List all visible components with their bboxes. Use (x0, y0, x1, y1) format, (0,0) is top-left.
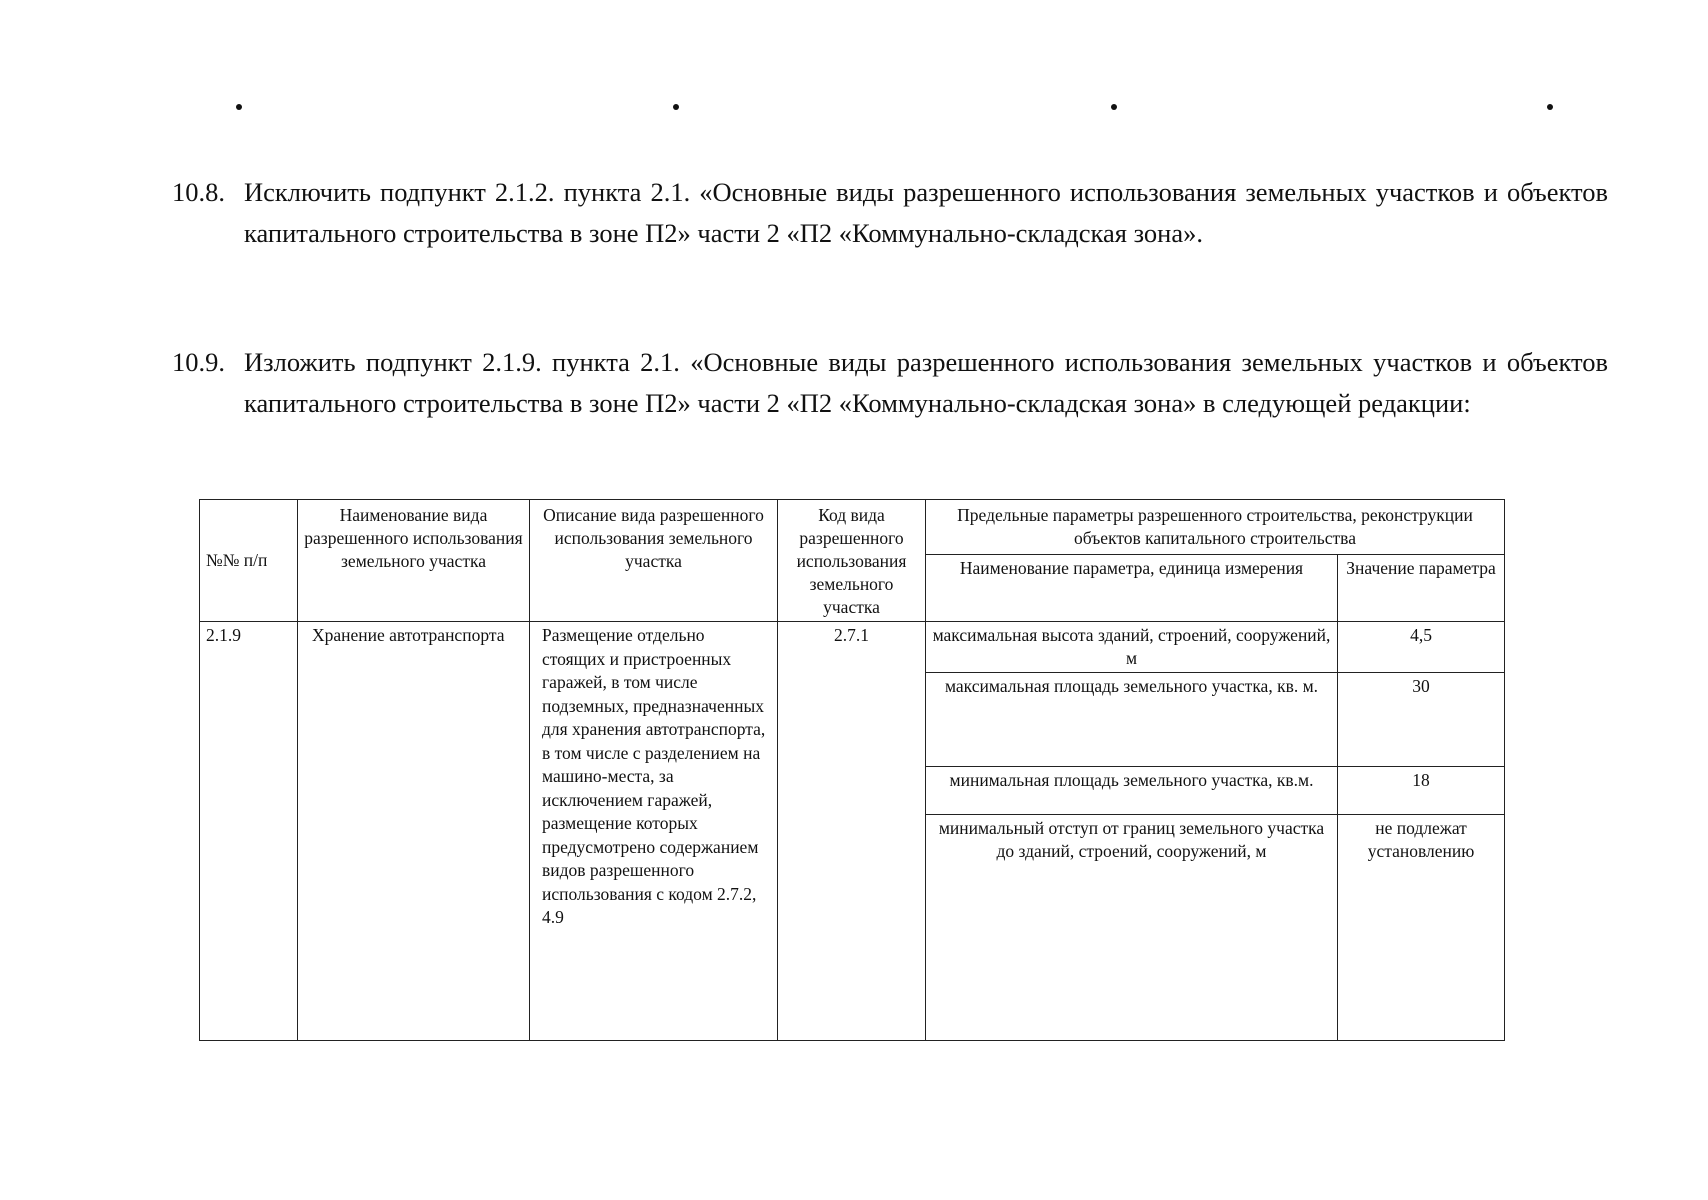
param-value: 4,5 (1338, 622, 1505, 673)
margin-marker (1111, 104, 1117, 110)
clause-text: Исключить подпункт 2.1.2. пункта 2.1. «Основные виды разрешенного использования земельных участков и объектов капитального строительства в зоне П2» части 2 «П2 «Коммунально-складская зона». (244, 177, 1608, 248)
margin-marker (236, 104, 242, 110)
clause-number: 10.9. (172, 347, 225, 377)
header-description: Описание вида разрешенного использования земельного участка (530, 500, 778, 622)
param-name: минимальный отступ от границ земельного участка до зданий, строений, сооружений, м (926, 815, 1338, 1041)
param-name: максимальная площадь земельного участка, кв. м. (926, 673, 1338, 767)
margin-marker (1547, 104, 1553, 110)
row-description: Размещение отдельно стоящих и пристроенных гаражей, в том числе подземных, предназначенных для хранения автотранспорта, в том числе с разделением на машино-места, за исключением гаражей, размещение которых предусмотрено содержанием видов разрешенного использования с кодом 2.7.2, 4.9 (530, 622, 778, 1041)
header-name: Наименование вида разрешенного использования земельного участка (298, 500, 530, 622)
header-limits: Предельные параметры разрешенного строительства, реконструкции объектов капитального строительства (926, 500, 1505, 555)
land-use-parameters-table (199, 499, 1505, 1041)
header-param-value: Значение параметра (1338, 554, 1505, 621)
header-num: №№ п/п (200, 500, 298, 622)
param-value: 30 (1338, 673, 1505, 767)
param-name: минимальная площадь земельного участка, кв.м. (926, 767, 1338, 815)
param-value: не подлежат установлению (1338, 815, 1505, 1041)
clause-10-9 (172, 342, 1608, 424)
header-code: Код вида разрешенного использования земельного участка (778, 500, 926, 622)
clause-10-8 (172, 172, 1608, 254)
row-num: 2.1.9 (200, 622, 298, 1041)
clause-number: 10.8. (172, 177, 225, 207)
margin-marker (673, 104, 679, 110)
clause-text: Изложить подпункт 2.1.9. пункта 2.1. «Основные виды разрешенного использования земельных участков и объектов капитального строительства в зоне П2» части 2 «П2 «Коммунально-складская зона» в следующей редакции: (244, 347, 1608, 418)
row-code: 2.7.1 (778, 622, 926, 1041)
param-value: 18 (1338, 767, 1505, 815)
header-param-name: Наименование параметра, единица измерения (926, 554, 1338, 621)
param-name: максимальная высота зданий, строений, сооружений, м (926, 622, 1338, 673)
row-name: Хранение автотранспорта (298, 622, 530, 1041)
